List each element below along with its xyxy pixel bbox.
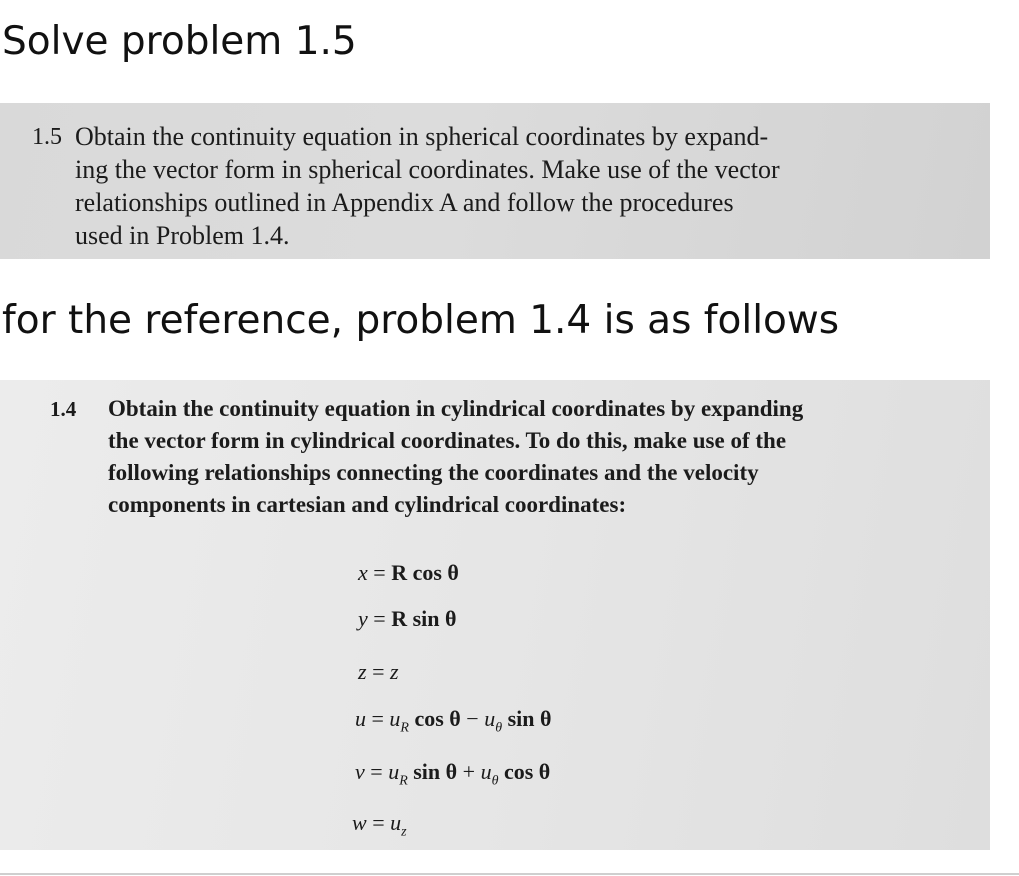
equation-u: $u = u_R$ $\cos \theta - u_\theta$ sin θ xyxy=(355,706,552,736)
heading-reference: for the reference, problem 1.4 is as follows xyxy=(2,298,840,343)
equation-v: $v = u_R$ $\sin \theta + u_\theta$ cos θ xyxy=(355,759,551,789)
problem-line: ing the vector form in spherical coordinates. Make use of the vector xyxy=(75,155,780,184)
problem-number: 1.5 xyxy=(32,124,62,150)
problem-number: 1.4 xyxy=(50,397,77,421)
problem-line: components in cartesian and cylindrical coordinates: xyxy=(108,492,627,517)
equation-w: $w = u_z$ xyxy=(352,810,407,840)
problem-line: the vector form in cylindrical coordinates. To do this, make use of the xyxy=(108,428,787,453)
problem-line: Obtain the continuity equation in spherical coordinates by expand- xyxy=(75,122,769,151)
problem-1-4-text xyxy=(108,393,933,521)
problem-line: used in Problem 1.4. xyxy=(75,221,290,250)
bottom-divider xyxy=(0,873,1019,875)
equation-y: y = R sin θ xyxy=(358,606,457,631)
equation-x: x = R cos θ xyxy=(358,560,459,585)
problem-line: relationships outlined in Appendix A and follow the procedures xyxy=(75,188,734,217)
problem-1-5-text xyxy=(75,120,935,252)
problem-line: following relationships connecting the coordinates and the velocity xyxy=(108,460,759,485)
equation-z: z = z xyxy=(358,659,399,684)
problem-line: Obtain the continuity equation in cylindrical coordinates by expanding xyxy=(108,396,804,421)
heading-solve-problem: Solve problem 1.5 xyxy=(2,19,357,64)
